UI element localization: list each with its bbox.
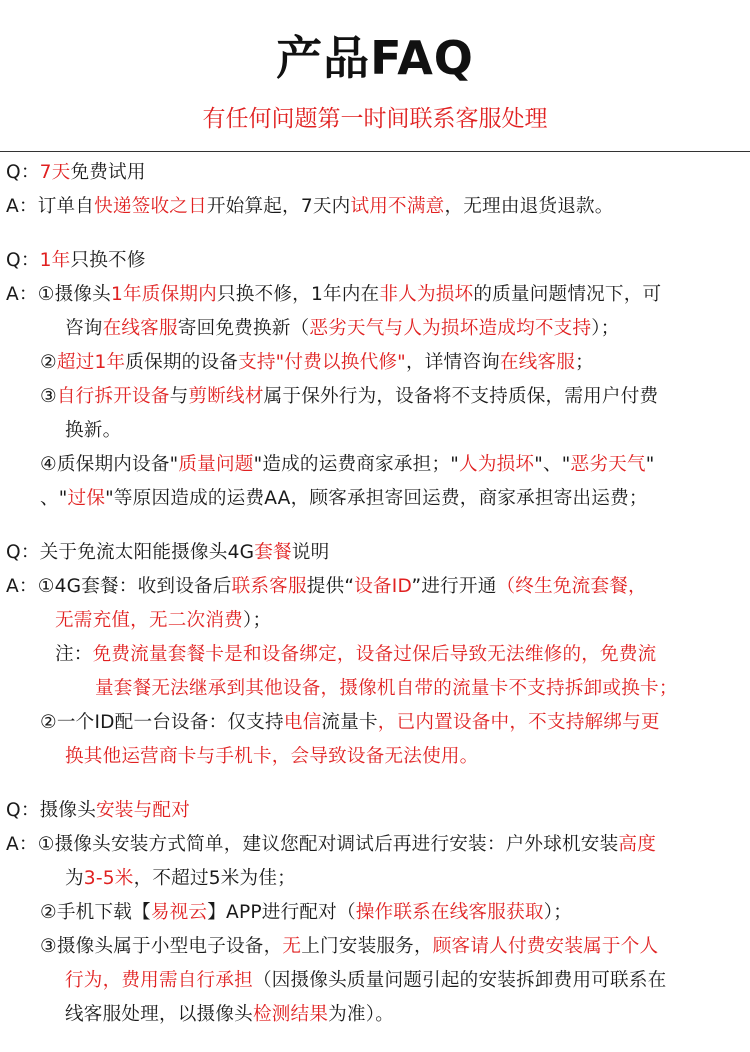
- text-segment: 只换不修: [70, 250, 146, 271]
- faq-answer-line: [0, 740, 750, 774]
- highlight-text: 支持: [238, 352, 276, 373]
- faq-answer-line: [0, 862, 750, 896]
- faq-list: [0, 156, 750, 1052]
- faq-answer-line: [0, 482, 750, 516]
- highlight-text: 恶劣天气: [570, 454, 646, 475]
- text-segment: ，无理由退货退款。: [444, 196, 614, 217]
- faq-answer-line: [0, 570, 750, 604]
- highlight-text: 换其他运营商卡与手机卡，会导致设备无法使用。: [65, 746, 479, 767]
- header-divider: [0, 151, 750, 152]
- text-segment: 】APP进行配对（: [207, 902, 356, 923]
- highlight-text: "付费以换代修": [275, 352, 406, 373]
- text-segment: 与: [169, 386, 189, 407]
- faq-answer-line: [0, 346, 750, 380]
- text-segment: "等原因造成的运费AA，顾客承担寄回运费，商家承担寄出运费；: [105, 488, 648, 509]
- highlight-text: 行为，费用需自行承担: [65, 970, 253, 991]
- faq-question: [0, 536, 750, 570]
- text-segment: （因摄像头质量问题引起的安装拆卸费用可联系在: [252, 970, 667, 991]
- faq-answer-line: [0, 998, 750, 1032]
- highlight-text: 非人为损坏: [379, 284, 474, 305]
- highlight-text: 自行拆开设备: [56, 386, 170, 407]
- text-segment: ③: [40, 386, 57, 407]
- text-segment: ": [645, 454, 655, 475]
- highlight-text: 试用不满意: [350, 196, 445, 217]
- text-segment: ”进行开通: [411, 576, 497, 597]
- text-segment: Q：关于免流太阳能摄像头4G: [6, 542, 255, 563]
- text-segment: 咨询: [65, 318, 103, 339]
- highlight-text: 检测结果: [252, 1004, 329, 1025]
- faq-item: [0, 536, 750, 774]
- highlight-text: 联系客服: [231, 576, 307, 597]
- text-segment: 为: [65, 868, 84, 889]
- text-segment: ）；: [543, 902, 572, 923]
- text-segment: 开始算起，7天内: [206, 196, 351, 217]
- faq-question: [0, 156, 750, 190]
- faq-answer-line: [0, 706, 750, 740]
- text-segment: ）；: [591, 318, 620, 339]
- text-segment: ②一个ID配一台设备：仅支持: [40, 712, 284, 733]
- text-segment: 提供“: [306, 576, 355, 597]
- highlight-text: 安装与配对: [96, 800, 190, 821]
- highlight-text: （终生免流套餐，: [496, 576, 647, 597]
- highlight-text: 在线客服: [499, 352, 576, 373]
- text-segment: ，不超过5米为佳；: [133, 868, 296, 889]
- faq-question: [0, 244, 750, 278]
- text-segment: 上门安装服务，: [301, 936, 433, 957]
- highlight-text: 无需充值，无二次消费: [55, 610, 243, 631]
- text-segment: 换新。: [65, 420, 122, 441]
- highlight-text: 快递签收之日: [94, 196, 207, 217]
- faq-item: [0, 794, 750, 1032]
- text-segment: ）；: [242, 610, 272, 631]
- text-segment: A：①摄像头安装方式简单，建议您配对调试后再进行安装：户外球机安装: [6, 834, 619, 855]
- faq-item: [0, 156, 750, 224]
- faq-answer-line: [0, 414, 750, 448]
- highlight-text: 剪断线材: [188, 386, 264, 407]
- highlight-text: 1年: [39, 250, 71, 271]
- faq-answer-line: [0, 930, 750, 964]
- text-segment: A：订单自: [6, 196, 95, 217]
- text-segment: Q：: [6, 162, 40, 183]
- highlight-text: 量套餐无法继承到其他设备，摄像机自带的流量卡不支持拆卸或换卡；: [95, 678, 678, 699]
- faq-answer-line: [0, 278, 750, 312]
- text-segment: ③摄像头属于小型电子设备，: [40, 936, 283, 957]
- highlight-text: 电信: [283, 712, 322, 733]
- text-segment: 寄回免费换新（: [177, 318, 310, 339]
- faq-answer-line: [0, 190, 750, 224]
- highlight-text: 过保: [67, 488, 106, 509]
- text-segment: 属于保外行为，设备将不支持质保，需用户付费: [263, 386, 659, 407]
- faq-answer-line: [0, 964, 750, 998]
- highlight-text: 超过1年: [56, 352, 126, 373]
- text-segment: "、": [534, 454, 571, 475]
- highlight-text: 7天: [39, 162, 71, 183]
- text-segment: ，详情咨询: [405, 352, 500, 373]
- text-segment: A：①摄像头: [6, 284, 111, 305]
- text-segment: A：①4G套餐：收到设备后: [6, 576, 232, 597]
- text-segment: 说明: [291, 542, 330, 563]
- highlight-text: 在线客服: [102, 318, 178, 339]
- faq-answer-line: [0, 672, 750, 706]
- faq-item: [0, 244, 750, 516]
- text-segment: Q：: [6, 250, 40, 271]
- page-subtitle: 有任何问题第一时间联系客服处理: [202, 106, 548, 132]
- text-segment: ④质保期内设备": [40, 454, 179, 475]
- highlight-text: 3-5米: [83, 868, 134, 889]
- text-segment: 流量卡: [321, 712, 378, 733]
- text-segment: 为准）。: [328, 1004, 395, 1025]
- highlight-text: ，已内置设备中，不支持解绑与更: [377, 712, 660, 733]
- text-segment: Q：摄像头: [6, 800, 97, 821]
- text-segment: 、": [40, 488, 68, 509]
- highlight-text: 套餐: [254, 542, 292, 563]
- text-segment: 线客服处理，以摄像头: [65, 1004, 253, 1025]
- text-segment: 只换不修，1年内在: [216, 284, 380, 305]
- faq-answer-line: [0, 448, 750, 482]
- faq-answer-line: [0, 604, 750, 638]
- highlight-text: 1年质保期内: [110, 284, 217, 305]
- faq-question: [0, 794, 750, 828]
- highlight-text: 顾客请人付费安装属于个人: [432, 936, 659, 957]
- highlight-text: 质量问题: [178, 454, 254, 475]
- highlight-text: 易视云: [150, 902, 208, 923]
- faq-answer-line: [0, 312, 750, 346]
- highlight-text: 恶劣天气与人为损坏造成均不支持: [309, 318, 592, 339]
- text-segment: ；: [575, 352, 594, 373]
- highlight-text: 人为损坏: [459, 454, 535, 475]
- highlight-text: 设备ID: [354, 576, 412, 597]
- text-segment: 的质量问题情况下，可: [473, 284, 662, 305]
- text-segment: "造成的运费商家承担；": [253, 454, 460, 475]
- highlight-text: 无: [282, 936, 302, 957]
- text-segment: ②手机下载【: [40, 902, 151, 923]
- text-segment: ②: [40, 352, 57, 373]
- highlight-text: 操作联系在线客服获取: [355, 902, 544, 923]
- highlight-text: 免费流量套餐卡是和设备绑定，设备过保后导致无法维修的，免费流: [92, 644, 657, 665]
- faq-answer-line: [0, 896, 750, 930]
- faq-answer-line: [0, 380, 750, 414]
- text-segment: 注：: [55, 644, 93, 665]
- text-segment: 免费试用: [70, 162, 146, 183]
- page-title: 产品FAQ: [276, 31, 474, 85]
- highlight-text: 高度: [618, 834, 656, 855]
- text-segment: 质保期的设备: [125, 352, 239, 373]
- faq-answer-line: [0, 638, 750, 672]
- faq-answer-line: [0, 828, 750, 862]
